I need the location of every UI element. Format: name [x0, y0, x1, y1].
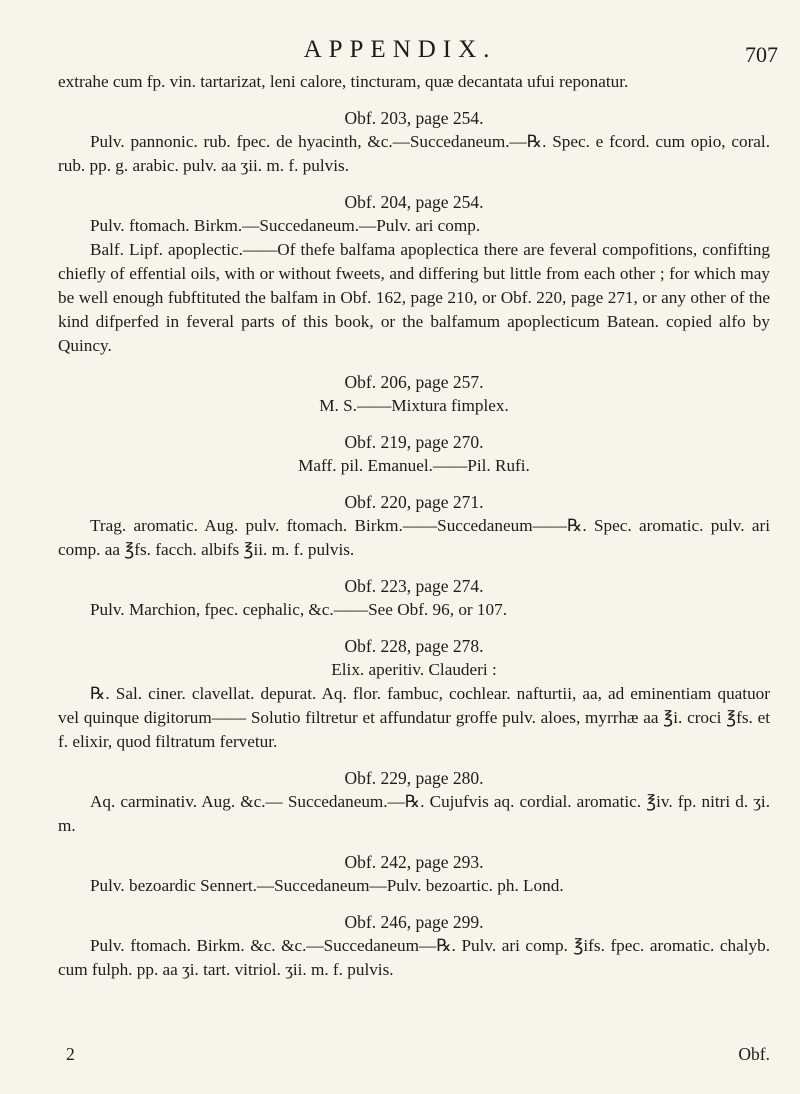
- centered-line: M. S.——Mixtura fimplex.: [319, 396, 509, 415]
- running-head: APPENDIX.: [303, 36, 497, 63]
- observation-heading: Obf. 228, page 278.: [344, 636, 484, 656]
- centered-line: Maff. pil. Emanuel.——Pil. Rufi.: [298, 456, 530, 475]
- paragraph: Pulv. ftomach. Birkm.—Succedaneum.—Pulv. ari comp.: [90, 216, 481, 235]
- observation-heading: Obf. 246, page 299.: [344, 912, 484, 932]
- observation-heading: Obf. 242, page 293.: [344, 852, 484, 872]
- paragraph: ℞. Sal. ciner. clavellat. depurat. Aq. flor. fambuc, cochlear. nafturtii, aa, ad eminentiam quatuor vel quinque digitorum—— Solutio filtretur et affundatur groffe pulv. aloes, myrrhæ aa ℥i. croci ℥fs. et f. elixir, quod filtratum fervetur.: [58, 684, 770, 751]
- paragraph: Pulv. Marchion, fpec. cephalic, &c.——See Obf. 96, or 107.: [90, 600, 508, 619]
- observation-heading: Obf. 229, page 280.: [344, 768, 484, 788]
- observation-heading: Obf. 223, page 274.: [344, 576, 484, 596]
- paragraph: Trag. aromatic. Aug. pulv. ftomach. Birkm.——Succedaneum——℞. Spec. aromatic. pulv. ari comp. aa ℥fs. facch. albifs ℥ii. m. f. pulvis.: [58, 516, 770, 559]
- paragraph: Pulv. pannonic. rub. fpec. de hyacinth, &c.—Succedaneum.—℞. Spec. e fcord. cum opio, coral. rub. pp. g. arabic. pulv. aa ʒii. m. f. pulvis.: [58, 132, 770, 175]
- catchword: Obf.: [738, 1044, 770, 1064]
- page-footer: [58, 1044, 770, 1068]
- page-header: [0, 14, 800, 67]
- signature-mark: 2: [66, 1044, 75, 1064]
- page-body: [58, 70, 770, 982]
- paragraph: Pulv. bezoardic Sennert.—Succedaneum—Pulv. bezoartic. ph. Lond.: [90, 876, 564, 895]
- observation-heading: Obf. 204, page 254.: [344, 192, 484, 212]
- centered-line: Elix. aperitiv. Clauderi :: [331, 660, 497, 679]
- observation-heading: Obf. 220, page 271.: [344, 492, 484, 512]
- observation-heading: Obf. 206, page 257.: [344, 372, 484, 392]
- paragraph: Balf. Lipf. apoplectic.——Of thefe balfama apoplectica there are feveral compofitions, confifting chiefly of effential oils, with or without fweets, and differing but little from each other ; for which may be well enough fubftituted the balfam in Obf. 162, page 210, or Obf. 220, page 271, or any other of the kind difperfed in feveral parts of this book, or the balfamum apoplecticum Batean. copied alfo by Quincy.: [58, 240, 770, 355]
- paragraph: Pulv. ftomach. Birkm. &c. &c.—Succedaneum—℞. Pulv. ari comp. ℥ifs. fpec. aromatic. chalyb. cum fulph. pp. aa ʒi. tart. vitriol. ʒii. m. f. pulvis.: [58, 936, 770, 979]
- page-number: 707: [745, 42, 778, 67]
- observation-heading: Obf. 219, page 270.: [344, 432, 484, 452]
- paragraph: extrahe cum fp. vin. tartarizat, leni calore, tincturam, quæ decantata ufui reponatur.: [58, 72, 629, 91]
- paragraph: Aq. carminativ. Aug. &c.— Succedaneum.—℞. Cujufvis aq. cordial. aromatic. ℥iv. fp. nitri d. ʒi. m.: [58, 792, 770, 835]
- observation-heading: Obf. 203, page 254.: [344, 108, 484, 128]
